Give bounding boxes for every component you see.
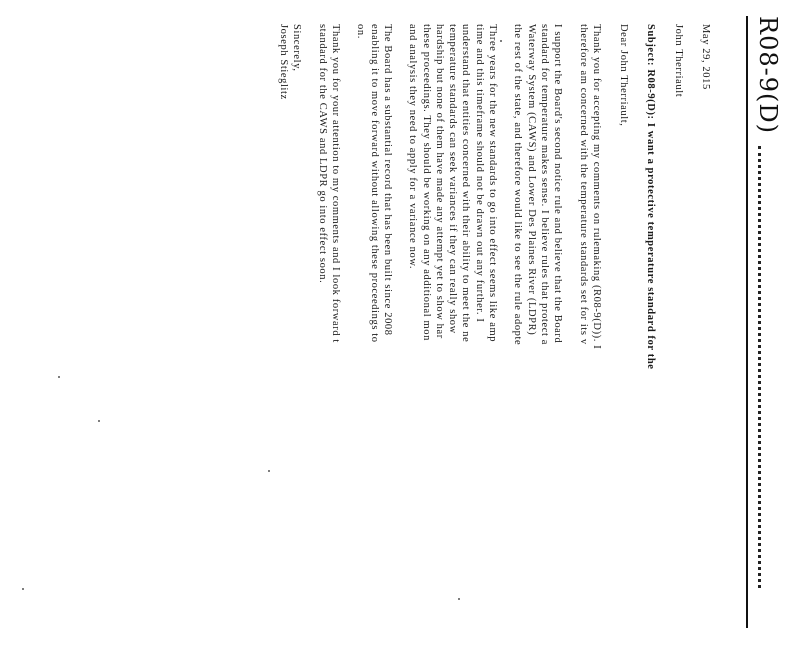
letter-subject: Subject: R08-9(D): I want a protective temperature standard for the <box>645 24 657 370</box>
scan-speck <box>58 376 60 378</box>
paragraph-line: temperature standards can seek variances if they can really show <box>447 24 459 334</box>
scan-speck <box>458 598 460 600</box>
paragraph-line: The Board has a substantial record that has been built since 2008 <box>381 24 393 336</box>
paragraph-3 <box>406 24 499 658</box>
paragraph-line: Waterway System (CAWS) and Lower Des Plaines River (LDPR) <box>525 24 537 336</box>
docket-header <box>750 16 782 628</box>
letter-salutation: Dear John Therriault, <box>618 24 630 127</box>
paragraph-line: the rest of the state, and therefore would like to see the rule adopte <box>512 24 524 346</box>
header-rule <box>746 16 748 628</box>
letter-recipient: John Therriault <box>672 24 684 98</box>
letter-body <box>277 24 712 658</box>
paragraph-line: and analysis they need to apply for a variance now. <box>407 24 419 270</box>
paragraph-line: therefore am concerned with the temperature standards set for its v <box>577 24 589 345</box>
paragraph-line: on. <box>355 24 367 39</box>
letter-date: May 29, 2015 <box>700 24 711 90</box>
paragraph-line: Three years for the new standards to go into effect seems like amp <box>487 24 499 343</box>
paragraph-line: these proceedings. They should be working on any additional mon <box>420 24 432 341</box>
paragraph-line: Thank you for your attention to my comments and I look forward t <box>330 24 342 343</box>
paragraph-line: Thank you for accepting my comments on rulemaking (R08-9(D)). I <box>590 24 602 350</box>
scan-speck <box>500 40 502 42</box>
letter-signature: Joseph Stieglitz <box>278 24 290 100</box>
scan-speck <box>268 470 270 472</box>
paragraph-line: enabling it to move forward without allowing these proceedings to <box>368 24 380 343</box>
paragraph-line: hardship but none of them have made any attempt yet to show har <box>433 24 445 339</box>
paragraph-line: time and this timeframe should not be drawn out any further. I <box>473 24 485 323</box>
paragraph-line: I support the Board's second notice rule and believe that the Board <box>552 24 564 344</box>
paragraph-5 <box>315 24 342 658</box>
docket-title: R08-9(D) <box>754 16 782 134</box>
paragraph-line: standard for the CAWS and LDPR go into effect soon. <box>316 24 328 284</box>
paragraph-line: standard for temperature makes sense. I believe rules that protect a <box>538 24 550 345</box>
paragraph-2 <box>511 24 564 658</box>
letter-closing: Sincerely, <box>291 24 303 72</box>
scan-speck <box>98 420 100 422</box>
header-dotted-leader <box>758 146 761 588</box>
paragraph-1 <box>576 24 603 658</box>
scan-speck <box>22 588 24 590</box>
paragraph-4 <box>354 24 394 658</box>
paragraph-line: understand that entities concerned with their ability to meet the ne <box>460 24 472 343</box>
